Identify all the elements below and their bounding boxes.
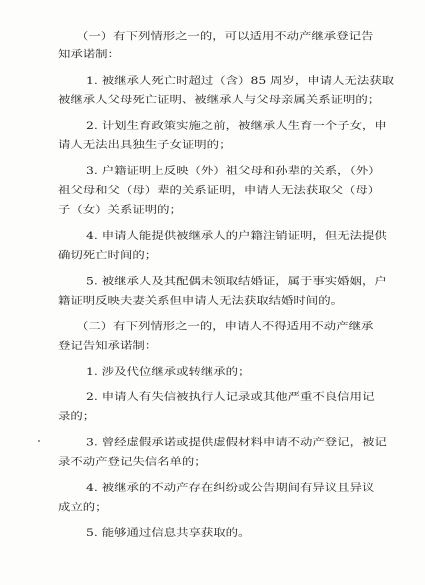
section-2-item-5: 5. 能够通过信息共享获取的。 (86, 526, 251, 539)
section-1-item-3-cont: 祖父母和父（母）辈的关系证明，申请人无法获取父（母） (58, 183, 381, 197)
section-1-item-2: 2. 计划生育政策实施之前，被继承人生育一个子女，申 (86, 119, 387, 132)
section-1-item-4-cont: 确切死亡时间的； (58, 248, 158, 261)
section-1-item-3: 3. 户籍证明上反映（外）祖父母和孙辈的关系，（外） (86, 164, 381, 177)
section-1-item-3-cont-2: 子（女）关系证明的； (58, 203, 182, 216)
section-1-item-5-cont: 籍证明反映夫妻关系但申请人无法获取结婚时间的。 (58, 294, 343, 307)
section-2-heading: （二）有下列情形之一的，申请人不得适用不动产继承 (76, 319, 374, 333)
section-1-item-2-cont: 请人无法出具独生子女证明的； (58, 138, 232, 151)
section-2-item-3-cont: 录不动产登记失信名单的； (58, 455, 207, 468)
section-1-item-1-cont: 被继承人父母死亡证明、被继承人与父母亲属关系证明的； (58, 93, 381, 106)
section-1-item-1: 1. 被继承人死亡时超过（含）85 周岁，申请人无法获取 (86, 74, 395, 87)
section-2-heading-cont: 登记告知承诺制： (58, 339, 158, 352)
section-2-item-2-cont: 录的； (58, 409, 96, 423)
section-2-item-4: 4. 被继承的不动产存在纠纷或公告期间有异议且异议 (86, 481, 375, 494)
scan-speck (38, 440, 40, 442)
section-2-item-1: 1. 涉及代位继承或转继承的； (86, 365, 251, 378)
section-1-item-5: 5. 被继承人及其配偶未领取结婚证，属于事实婚姻，户 (86, 274, 387, 287)
section-1-heading-cont: 知承诺制： (58, 47, 120, 60)
section-2-item-2: 2. 申请人有失信被执行人记录或其他严重不良信用记 (86, 390, 375, 403)
section-2-item-3: 3. 曾经虚假承诺或提供虚假材料申请不动产登记，被记 (86, 435, 387, 448)
section-1-heading: （一）有下列情形之一的，可以适用不动产继承登记告 (76, 29, 374, 43)
section-2-item-4-cont: 成立的； (58, 500, 108, 513)
section-1-item-4: 4. 申请人能提供被继承人的户籍注销证明，但无法提供 (86, 229, 387, 242)
